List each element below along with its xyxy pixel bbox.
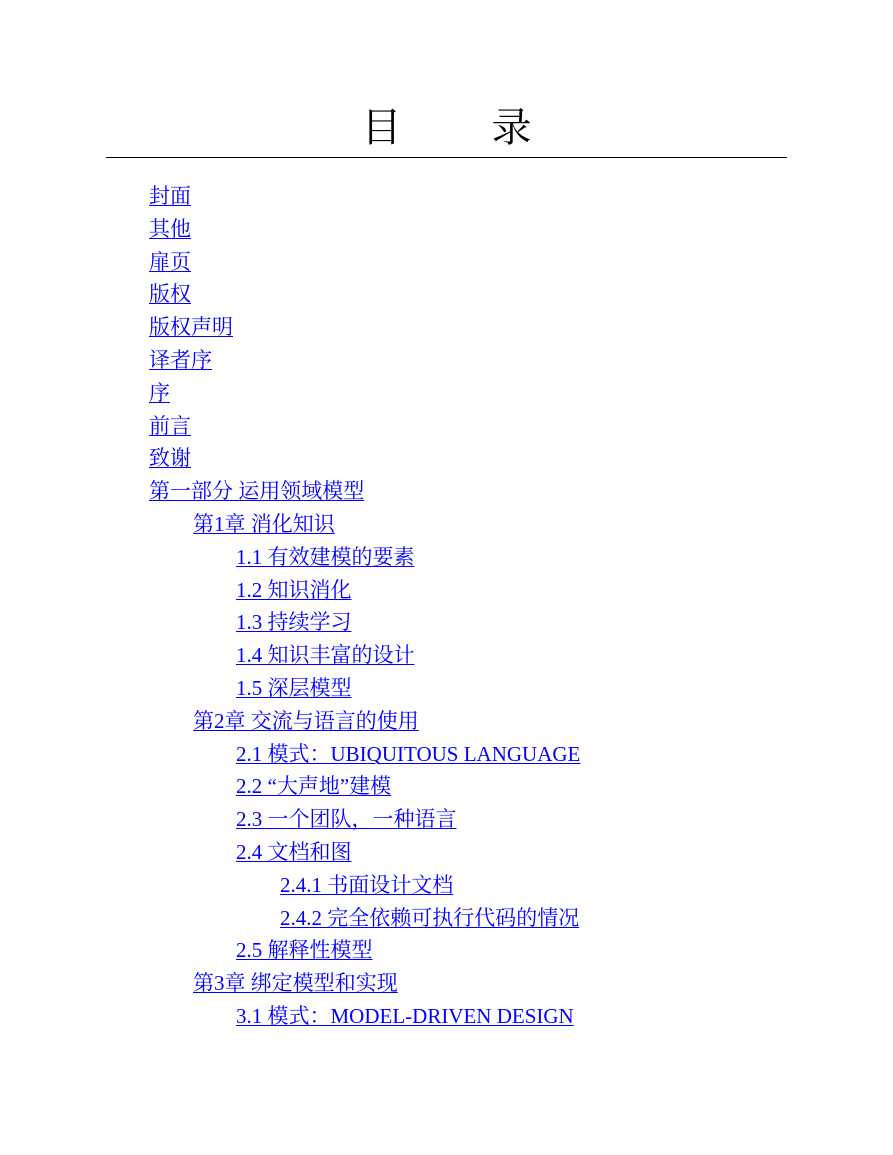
toc-item: [0, 902, 580, 935]
page-title: 目 录: [361, 105, 572, 150]
toc-link-copyright[interactable]: 版权: [149, 282, 191, 307]
toc-link-cover[interactable]: 封面: [149, 184, 191, 208]
toc-item: [0, 344, 580, 377]
toc-link-section-1-5[interactable]: 1.5 深层模型: [236, 675, 352, 700]
toc-link-chapter-1[interactable]: 第1章 消化知识: [193, 511, 335, 536]
toc-link-copyright-statement[interactable]: 版权声明: [149, 315, 233, 340]
toc-item: [0, 738, 580, 771]
toc-item: [0, 574, 580, 607]
toc-link-preface[interactable]: 前言: [149, 413, 191, 438]
toc-link-section-2-5[interactable]: 2.5 解释性模型: [236, 938, 373, 963]
toc-item: [0, 869, 580, 902]
toc-item: [0, 803, 580, 836]
toc-link-section-2-4-1[interactable]: 2.4.1 书面设计文档: [280, 872, 454, 897]
table-of-contents: [0, 180, 580, 1033]
toc-link-chapter-2[interactable]: 第2章 交流与语言的使用: [193, 708, 419, 733]
toc-item: [0, 639, 580, 672]
toc-item: [0, 311, 580, 344]
toc-link-title-page[interactable]: 扉页: [149, 249, 191, 274]
toc-link-section-2-4-2[interactable]: 2.4.2 完全依赖可执行代码的情况: [280, 905, 580, 930]
toc-item: [0, 606, 580, 639]
toc-item: [0, 180, 580, 213]
toc-item: [0, 246, 580, 279]
title-divider: [106, 157, 787, 158]
toc-item: [0, 672, 580, 705]
toc-item: [0, 278, 580, 311]
toc-link-translator-preface[interactable]: 译者序: [149, 347, 212, 372]
toc-item: [0, 508, 580, 541]
toc-link-chapter-3[interactable]: 第3章 绑定模型和实现: [193, 971, 398, 996]
toc-item: [0, 705, 580, 738]
toc-item: [0, 442, 580, 475]
toc-link-section-2-3[interactable]: 2.3 一个团队，一种语言: [236, 807, 457, 832]
toc-item: [0, 377, 580, 410]
toc-link-section-2-1[interactable]: 2.1 模式：UBIQUITOUS LANGUAGE: [236, 741, 581, 766]
toc-link-part-1[interactable]: 第一部分 运用领域模型: [149, 479, 365, 504]
toc-link-section-2-4[interactable]: 2.4 文档和图: [236, 839, 352, 864]
toc-item: [0, 475, 580, 508]
toc-link-section-1-1[interactable]: 1.1 有效建模的要素: [236, 544, 415, 569]
toc-link-section-2-2[interactable]: 2.2 “大声地”建模: [236, 774, 392, 799]
toc-link-section-1-2[interactable]: 1.2 知识消化: [236, 577, 352, 602]
toc-item: [0, 213, 580, 246]
toc-item: [0, 967, 580, 1000]
toc-item: [0, 934, 580, 967]
toc-link-section-1-4[interactable]: 1.4 知识丰富的设计: [236, 643, 415, 668]
toc-item: [0, 541, 580, 574]
toc-link-section-1-3[interactable]: 1.3 持续学习: [236, 610, 352, 635]
toc-item: [0, 410, 580, 443]
toc-link-acknowledgements[interactable]: 致谢: [149, 446, 191, 471]
toc-item: [0, 770, 580, 803]
toc-link-foreword[interactable]: 序: [149, 380, 170, 405]
toc-item: [0, 836, 580, 869]
toc-link-section-3-1[interactable]: 3.1 模式：MODEL-DRIVEN DESIGN: [236, 1003, 574, 1028]
toc-item: [0, 1000, 580, 1033]
toc-link-other[interactable]: 其他: [149, 216, 191, 241]
